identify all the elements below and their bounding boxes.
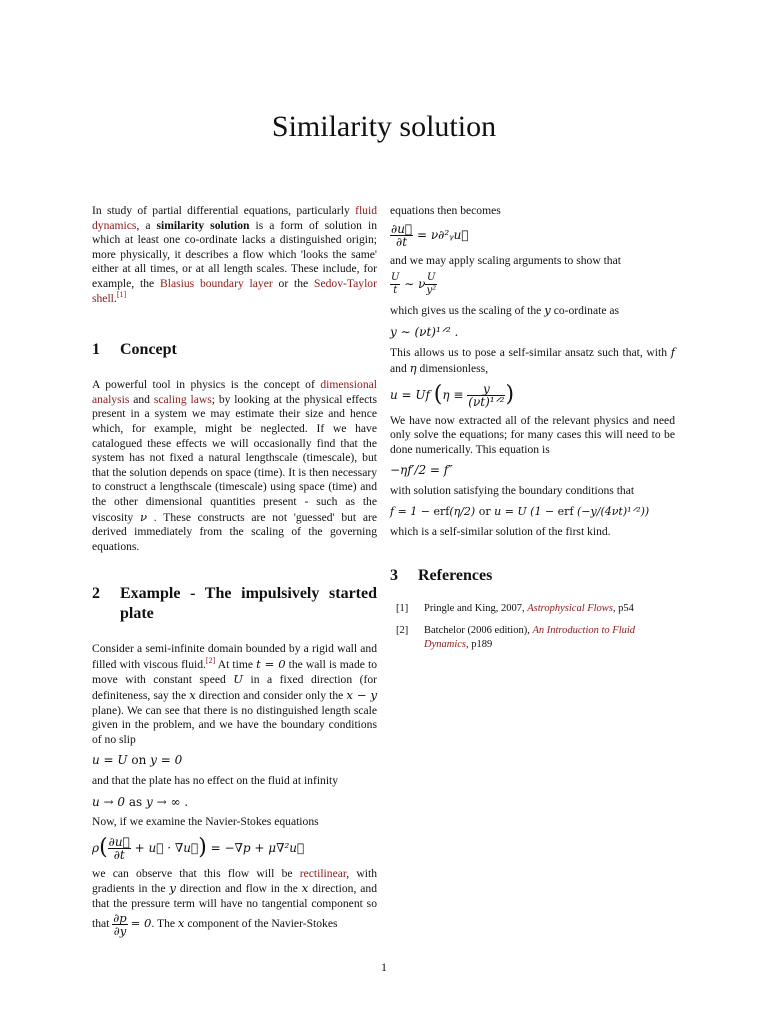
citation-2[interactable]: [2]	[205, 656, 216, 666]
link-sedov-taylor[interactable]: Sedov-Taylor shell	[92, 276, 377, 305]
section-heading-references: 3 References	[390, 566, 493, 584]
reference-link[interactable]: Astrophysical Flows	[527, 602, 613, 614]
equation-diffusion: $\frac{\partial u⃗}{\partial t}$ = ν∂²ᵧu⃗	[391, 221, 469, 249]
equation-no-slip: u = U on y = 0	[92, 753, 183, 768]
concept-paragraph: A powerful tool in physics is the concept of dimensional analysis and scaling laws; by looking at the physical effects present in a system we may estimate their size and hence which, for example, might be neglected. If we have catalogued these effects we will occasionally find that the system has not fixed a natural lengthscale (timescale), but that the solution depends on space (time). It is then necessary to construct a lengthscale (timescale) using space (time) and the other dimensional quantities present - such as the viscosity ν . These constructs are not 'guessed' but are derived immediately from the scaling of the governing equations.	[92, 378, 377, 553]
equation-navier-stokes: ρ( $\frac{\partial u⃗}{\partial t}$ + u⃗ · ∇u⃗) = −∇p + μ∇²u⃗	[92, 834, 305, 862]
link-rectilinear[interactable]: rectilinear	[299, 866, 347, 880]
example-paragraph-1: Consider a semi-infinite domain bounded by a rigid wall and filled with viscous fluid.[2] At time t = 0 the wall is made to move with constant speed U in a fixed direction (for definiteness, say the x direction and consider only the x − y plane). We can see that there is no distinguished length scale given in the problem, and we have the boundary conditions of no slip	[92, 642, 377, 746]
equation-y-scaling: y ∼ (νt)¹ᐟ² .	[390, 324, 459, 339]
equation-ode: −ηf′/2 = f″	[390, 463, 453, 478]
right-column	[390, 204, 675, 660]
right-paragraph-6: with solution satisfying the boundary conditions that	[390, 483, 635, 497]
right-paragraph-7: which is a self-similar solution of the first kind.	[390, 525, 611, 539]
example-paragraph-2: and that the plate has no effect on the fluid at infinity	[92, 774, 339, 788]
example-paragraph-4: we can observe that this flow will be rectilinear, with gradients in the y direction and flow in the x direction, and that the pressure term will have no tangential component so that $\frac{\partial p}{\partial y}$ = 0. The x component of the Navier-Stokes	[92, 866, 377, 938]
page-title: Similarity solution	[271, 110, 497, 143]
equation-solution: f = 1 − erf(η/2) or u = U (1 − erf (−y/(4νt)¹ᐟ²))	[390, 504, 650, 518]
link-blasius[interactable]: Blasius boundary layer	[159, 276, 273, 290]
section-heading-concept: 1 Concept	[92, 341, 177, 359]
link-fluid-dynamics[interactable]: fluid dynamics	[92, 204, 377, 232]
equation-scaling: $\frac{U}{t}$ ∼ ν $\frac{U}{\text{y²}}$	[391, 272, 437, 297]
link-scaling-laws[interactable]: scaling laws	[153, 392, 212, 406]
right-paragraph-2: and we may apply scaling arguments to show that	[390, 253, 621, 267]
equation-infinity: u → 0 as y → ∞ .	[92, 794, 189, 809]
reference-item: [1] Pringle and King, 2007, Astrophysical Flows, p54	[396, 602, 634, 614]
link-dimensional-analysis[interactable]: dimensional analysis	[92, 378, 377, 406]
intro-paragraph: In study of partial differential equations, particularly fluid dynamics, a similarity solution is a form of solution in which at least one co-ordinate lacks a distinguished origin; more physically, it describes a flow which 'looks the same' either at all times, or at all length scales. These include, for example, the Blasius boundary layer or the Sedov-Taylor shell.[1]	[92, 204, 377, 305]
reference-link[interactable]: An Introduction to Fluid Dynamics	[424, 624, 636, 650]
section-heading-example: 2 Example - The impulsively started plate	[92, 585, 377, 623]
right-paragraph-1: equations then becomes	[390, 204, 501, 217]
reference-item: [2] Batchelor (2006 edition), An Introduction to Fluid Dynamics, p189	[396, 624, 636, 650]
right-paragraph-4: This allows us to pose a self-similar ansatz such that, with f and η dimensionless,	[390, 345, 675, 375]
equation-ansatz: u = Uf (η ≡ $\frac{y}{\text{(νt)¹ᐟ²}}$ )	[390, 381, 515, 409]
left-column	[92, 204, 377, 943]
right-paragraph-5: We have now extracted all of the relevant physics and need only solve the equations; for many cases this will need to be done numerically. This equation is	[390, 413, 675, 456]
citation-1[interactable]: [1]	[116, 289, 127, 299]
page-number: 1	[381, 960, 387, 974]
example-paragraph-3: Now, if we examine the Navier-Stokes equations	[92, 815, 319, 829]
right-paragraph-3: which gives us the scaling of the y co-ordinate as	[390, 303, 620, 318]
